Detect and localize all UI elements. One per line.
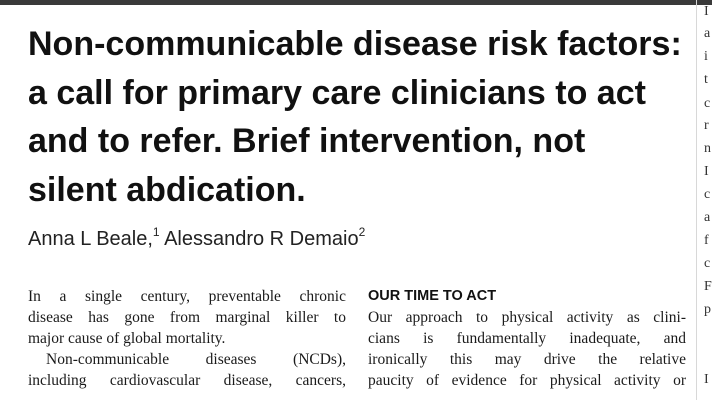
clipped-glyph: i	[704, 49, 708, 64]
clipped-glyph: a	[704, 26, 711, 41]
body-line: ironically this may drive the relative	[368, 351, 686, 368]
clipped-glyph: a	[704, 210, 711, 225]
title-line: and to refer. Brief intervention, not	[28, 122, 586, 160]
body-line: In a single century, preventable chronic	[28, 288, 346, 305]
clipped-adjacent-column	[696, 0, 712, 400]
section-heading: OUR TIME TO ACT	[368, 288, 497, 304]
clipped-glyph: f	[704, 233, 709, 248]
right-column	[368, 286, 686, 391]
author-name: Anna L Beale,	[28, 228, 153, 250]
body-paragraph	[28, 349, 346, 391]
body-line: disease has gone from marginal killer to	[28, 309, 346, 326]
body-line: paucity of evidence for physical activity or	[368, 372, 686, 389]
clipped-glyph: c	[704, 187, 711, 202]
author-affiliation: 1	[152, 225, 160, 239]
body-line: Our approach to physical activity as clini-	[368, 309, 686, 326]
body-line: major cause of global mortality.	[28, 330, 226, 347]
clipped-glyph: p	[704, 302, 711, 317]
article-title	[28, 20, 688, 214]
body-paragraph	[28, 286, 346, 349]
clipped-glyph: I	[704, 164, 709, 179]
body-line: including cardiovascular disease, cancers,	[28, 372, 346, 389]
author-name: Alessandro R Demaio	[164, 228, 359, 250]
clipped-glyph: c	[704, 256, 711, 271]
clipped-glyph: F	[704, 279, 712, 294]
left-column	[28, 286, 346, 391]
title-line: silent abdication.	[28, 170, 306, 209]
title-line: a call for primary care clinicians to act	[28, 73, 646, 112]
clipped-glyph: t	[704, 72, 708, 87]
body-paragraph	[368, 307, 686, 391]
clipped-glyph: I	[704, 372, 709, 387]
top-rule	[0, 0, 712, 5]
clipped-glyph: I	[704, 4, 709, 19]
author-list	[28, 225, 366, 251]
title-line: Non-communicable disease risk factors:	[28, 25, 682, 63]
body-line: Non-communicable diseases (NCDs),	[46, 351, 346, 368]
body-line: cians is fundamentally inadequate, and	[368, 330, 686, 347]
clipped-glyph: r	[704, 118, 709, 133]
clipped-glyph: c	[704, 96, 711, 111]
clipped-glyph: n	[704, 141, 711, 156]
author-affiliation: 2	[358, 225, 366, 239]
